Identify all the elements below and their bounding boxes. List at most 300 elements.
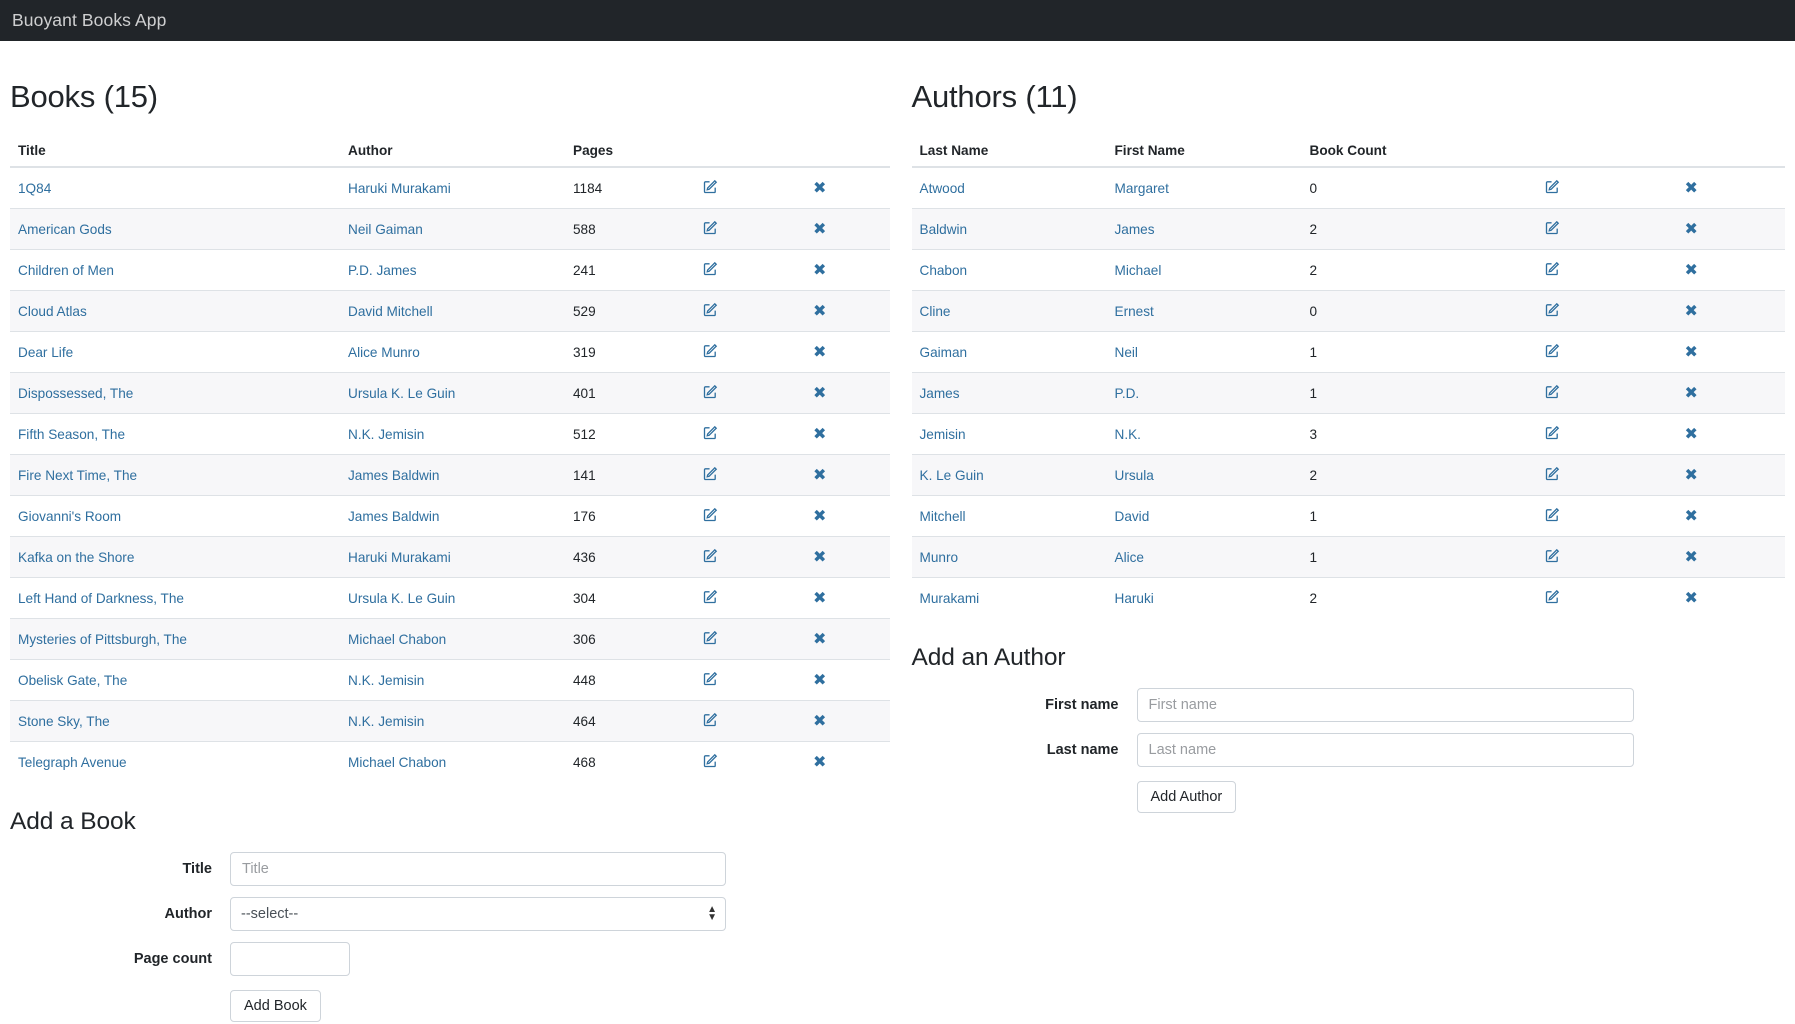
author-lastname-cell <box>912 291 1107 332</box>
edit-icon[interactable] <box>703 179 718 194</box>
delete-icon[interactable]: ✖ <box>813 465 827 484</box>
book-author-link[interactable]: P.D. James <box>348 262 417 278</box>
book-title-link[interactable]: 1Q84 <box>18 180 52 196</box>
book-title-cell <box>10 414 340 455</box>
author-lastname-link[interactable]: Cline <box>919 303 951 319</box>
edit-icon[interactable] <box>703 425 718 440</box>
book-title-link[interactable]: Obelisk Gate, The <box>18 672 128 688</box>
author-firstname-row <box>912 688 1786 722</box>
book-author-label: Author <box>164 906 212 922</box>
edit-icon[interactable] <box>703 753 718 768</box>
author-row <box>912 455 1786 496</box>
authors-table-body <box>912 167 1786 618</box>
book-title-link[interactable]: Dear Life <box>18 344 74 360</box>
book-delete-cell <box>805 660 890 701</box>
book-edit-cell <box>695 332 805 373</box>
book-author-link[interactable]: Neil Gaiman <box>348 221 423 237</box>
author-bookcount-cell: 3 <box>1302 414 1537 455</box>
book-edit-cell <box>695 578 805 619</box>
add-book-heading: Add a Book <box>10 808 136 835</box>
author-lastname-cell <box>912 167 1107 209</box>
book-edit-cell <box>695 455 805 496</box>
author-firstname-link[interactable]: Haruki <box>1114 590 1154 606</box>
author-edit-cell <box>1537 332 1677 373</box>
book-row <box>10 742 890 783</box>
book-title-cell <box>10 537 340 578</box>
delete-icon[interactable]: ✖ <box>813 219 827 238</box>
book-author-link[interactable]: N.K. Jemisin <box>348 426 425 442</box>
book-pages-cell: 512 <box>565 414 695 455</box>
books-col-pages: Pages <box>565 135 695 167</box>
book-author-cell <box>340 578 565 619</box>
app-brand-title: Buoyant Books App <box>12 10 167 30</box>
books-table <box>10 135 890 782</box>
author-bookcount-cell: 1 <box>1302 537 1537 578</box>
author-firstname-link[interactable]: Margaret <box>1114 180 1169 196</box>
author-bookcount-cell: 2 <box>1302 578 1537 619</box>
add-author-heading: Add an Author <box>911 644 1066 671</box>
delete-icon[interactable]: ✖ <box>813 752 827 771</box>
book-author-cell <box>340 742 565 783</box>
author-edit-cell <box>1537 291 1677 332</box>
edit-icon[interactable] <box>703 384 718 399</box>
book-title-link[interactable]: Mysteries of Pittsburgh, The <box>18 631 187 647</box>
books-column <box>0 41 898 1022</box>
author-delete-cell <box>1677 414 1786 455</box>
author-lastname-cell <box>912 537 1107 578</box>
author-delete-cell <box>1677 537 1786 578</box>
delete-icon[interactable]: ✖ <box>813 383 827 402</box>
author-lastname-link[interactable]: Murakami <box>919 590 980 606</box>
edit-icon[interactable] <box>1545 179 1560 194</box>
book-row <box>10 250 890 291</box>
book-pagecount-input[interactable] <box>230 942 350 976</box>
edit-icon[interactable] <box>703 671 718 686</box>
edit-icon[interactable] <box>703 712 718 727</box>
author-row <box>912 167 1786 209</box>
author-row <box>912 414 1786 455</box>
authors-table-head <box>912 135 1786 167</box>
author-firstname-cell <box>1107 291 1302 332</box>
books-col-title: Title <box>10 135 340 167</box>
author-lastname-label: Last name <box>1046 742 1119 758</box>
author-bookcount-cell: 1 <box>1302 373 1537 414</box>
book-title-link[interactable]: Fire Next Time, The <box>18 467 138 483</box>
delete-icon[interactable]: ✖ <box>1684 547 1698 566</box>
book-author-cell <box>340 660 565 701</box>
author-firstname-cell <box>1107 332 1302 373</box>
author-lastname-link[interactable]: Mitchell <box>919 508 966 524</box>
author-edit-cell <box>1537 250 1677 291</box>
book-title-cell <box>10 742 340 783</box>
delete-icon[interactable]: ✖ <box>1684 506 1698 525</box>
book-title-cell <box>10 455 340 496</box>
edit-icon[interactable] <box>703 302 718 317</box>
books-col-delete <box>805 135 890 167</box>
delete-icon[interactable]: ✖ <box>813 547 827 566</box>
author-bookcount-cell: 2 <box>1302 455 1537 496</box>
book-delete-cell <box>805 414 890 455</box>
book-pages-cell: 436 <box>565 537 695 578</box>
author-lastname-link[interactable]: Baldwin <box>919 221 968 237</box>
author-lastname-link[interactable]: James <box>919 385 960 401</box>
authors-col-lastname: Last Name <box>912 135 1107 167</box>
authors-col-bookcount: Book Count <box>1302 135 1537 167</box>
delete-icon[interactable]: ✖ <box>813 506 827 525</box>
book-title-cell <box>10 167 340 209</box>
book-delete-cell <box>805 291 890 332</box>
author-lastname-link[interactable]: Munro <box>919 549 959 565</box>
book-row <box>10 701 890 742</box>
book-author-cell <box>340 455 565 496</box>
author-lastname-cell <box>912 455 1107 496</box>
book-delete-cell <box>805 496 890 537</box>
book-author-link[interactable]: Alice Munro <box>348 344 420 360</box>
author-firstname-link[interactable]: P.D. <box>1114 385 1140 401</box>
book-edit-cell <box>695 414 805 455</box>
book-title-cell <box>10 373 340 414</box>
author-firstname-cell <box>1107 414 1302 455</box>
book-edit-cell <box>695 209 805 250</box>
authors-col-delete <box>1677 135 1786 167</box>
edit-icon[interactable] <box>703 507 718 522</box>
edit-icon[interactable] <box>703 343 718 358</box>
book-title-label: Title <box>182 861 212 877</box>
author-delete-cell <box>1677 291 1786 332</box>
book-row <box>10 496 890 537</box>
author-firstname-link[interactable]: Michael <box>1114 262 1162 278</box>
author-lastname-link[interactable]: Atwood <box>919 180 965 196</box>
author-firstname-cell <box>1107 496 1302 537</box>
author-edit-cell <box>1537 578 1677 619</box>
book-title-link[interactable]: Kafka on the Shore <box>18 549 135 565</box>
book-row <box>10 660 890 701</box>
author-edit-cell <box>1537 496 1677 537</box>
author-delete-cell <box>1677 250 1786 291</box>
delete-icon[interactable]: ✖ <box>1684 178 1698 197</box>
author-lastname-cell <box>912 209 1107 250</box>
add-author-button[interactable]: Add Author <box>1137 781 1237 813</box>
book-author-row <box>10 897 884 931</box>
books-col-author: Author <box>340 135 565 167</box>
book-title-cell <box>10 619 340 660</box>
books-header-row <box>10 135 890 167</box>
delete-icon[interactable]: ✖ <box>813 178 827 197</box>
delete-icon[interactable]: ✖ <box>813 588 827 607</box>
book-delete-cell <box>805 373 890 414</box>
book-pages-cell: 241 <box>565 250 695 291</box>
delete-icon[interactable]: ✖ <box>1684 260 1698 279</box>
book-title-link[interactable]: Dispossessed, The <box>18 385 134 401</box>
book-author-link[interactable]: Ursula K. Le Guin <box>348 590 456 606</box>
author-lastname-cell <box>912 373 1107 414</box>
author-lastname-link[interactable]: Jemisin <box>919 426 966 442</box>
author-firstname-link[interactable]: Ursula <box>1114 467 1154 483</box>
book-delete-cell <box>805 455 890 496</box>
edit-icon[interactable] <box>1545 548 1560 563</box>
author-edit-cell <box>1537 414 1677 455</box>
author-bookcount-cell: 2 <box>1302 250 1537 291</box>
author-lastname-row <box>912 733 1786 767</box>
book-author-select-wrap <box>230 897 726 931</box>
top-navbar <box>0 0 1795 41</box>
author-delete-cell <box>1677 578 1786 619</box>
book-edit-cell <box>695 537 805 578</box>
book-delete-cell <box>805 332 890 373</box>
book-row <box>10 414 890 455</box>
author-lastname-link[interactable]: Gaiman <box>919 344 968 360</box>
author-firstname-link[interactable]: N.K. <box>1114 426 1141 442</box>
book-author-link[interactable]: Haruki Murakami <box>348 549 451 565</box>
book-author-cell <box>340 537 565 578</box>
chevron-updown-icon: ▲ ▼ <box>707 904 717 923</box>
delete-icon[interactable]: ✖ <box>813 424 827 443</box>
book-pages-cell: 304 <box>565 578 695 619</box>
authors-heading: Authors (11) <box>911 79 1078 114</box>
book-title-link[interactable]: Giovanni's Room <box>18 508 122 524</box>
author-edit-cell <box>1537 167 1677 209</box>
author-row <box>912 209 1786 250</box>
book-title-link[interactable]: Stone Sky, The <box>18 713 110 729</box>
book-edit-cell <box>695 742 805 783</box>
edit-icon[interactable] <box>703 220 718 235</box>
author-lastname-cell <box>912 496 1107 537</box>
book-author-cell <box>340 291 565 332</box>
author-lastname-link[interactable]: K. Le Guin <box>919 467 984 483</box>
book-pages-cell: 529 <box>565 291 695 332</box>
add-book-button[interactable]: Add Book <box>230 990 321 1022</box>
book-author-cell <box>340 209 565 250</box>
book-pagecount-row <box>10 942 884 976</box>
delete-icon[interactable]: ✖ <box>1684 424 1698 443</box>
book-pages-cell: 306 <box>565 619 695 660</box>
delete-icon[interactable]: ✖ <box>1684 301 1698 320</box>
book-pages-cell: 448 <box>565 660 695 701</box>
author-firstname-cell <box>1107 578 1302 619</box>
author-row <box>912 578 1786 619</box>
author-bookcount-cell: 1 <box>1302 332 1537 373</box>
author-firstname-link[interactable]: David <box>1114 508 1150 524</box>
author-row <box>912 373 1786 414</box>
author-firstname-cell <box>1107 537 1302 578</box>
book-row <box>10 209 890 250</box>
book-row <box>10 578 890 619</box>
book-delete-cell <box>805 619 890 660</box>
edit-icon[interactable] <box>1545 466 1560 481</box>
book-pages-cell: 401 <box>565 373 695 414</box>
book-author-cell <box>340 167 565 209</box>
book-edit-cell <box>695 373 805 414</box>
edit-icon[interactable] <box>1545 220 1560 235</box>
book-author-cell <box>340 250 565 291</box>
delete-icon[interactable]: ✖ <box>813 260 827 279</box>
author-firstname-cell <box>1107 209 1302 250</box>
author-bookcount-cell: 2 <box>1302 209 1537 250</box>
book-row <box>10 455 890 496</box>
book-title-cell <box>10 250 340 291</box>
book-title-link[interactable]: Children of Men <box>18 262 114 278</box>
book-edit-cell <box>695 496 805 537</box>
edit-icon[interactable] <box>1545 425 1560 440</box>
author-row <box>912 250 1786 291</box>
delete-icon[interactable]: ✖ <box>813 342 827 361</box>
book-edit-cell <box>695 619 805 660</box>
book-title-input[interactable] <box>230 852 726 886</box>
book-delete-cell <box>805 209 890 250</box>
book-pages-cell: 464 <box>565 701 695 742</box>
author-delete-cell <box>1677 209 1786 250</box>
author-firstname-cell <box>1107 373 1302 414</box>
book-row <box>10 537 890 578</box>
author-edit-cell <box>1537 537 1677 578</box>
author-firstname-link[interactable]: Alice <box>1114 549 1144 565</box>
delete-icon[interactable]: ✖ <box>1684 588 1698 607</box>
book-row <box>10 167 890 209</box>
book-author-link[interactable]: Michael Chabon <box>348 631 447 647</box>
book-title-link[interactable]: Fifth Season, The <box>18 426 126 442</box>
book-edit-cell <box>695 167 805 209</box>
author-lastname-cell <box>912 414 1107 455</box>
book-delete-cell <box>805 250 890 291</box>
edit-icon[interactable] <box>703 589 718 604</box>
edit-icon[interactable] <box>1545 343 1560 358</box>
book-author-link[interactable]: N.K. Jemisin <box>348 672 425 688</box>
edit-icon[interactable] <box>703 466 718 481</box>
author-lastname-link[interactable]: Chabon <box>919 262 968 278</box>
book-delete-cell <box>805 537 890 578</box>
book-author-link[interactable]: James Baldwin <box>348 467 440 483</box>
author-firstname-link[interactable]: Ernest <box>1114 303 1154 319</box>
author-delete-cell <box>1677 455 1786 496</box>
book-author-cell <box>340 701 565 742</box>
author-delete-cell <box>1677 496 1786 537</box>
author-delete-cell <box>1677 373 1786 414</box>
book-edit-cell <box>695 250 805 291</box>
book-row <box>10 619 890 660</box>
book-author-link[interactable]: David Mitchell <box>348 303 433 319</box>
book-title-row <box>10 852 884 886</box>
author-bookcount-cell: 0 <box>1302 167 1537 209</box>
book-author-cell <box>340 496 565 537</box>
book-author-link[interactable]: N.K. Jemisin <box>348 713 425 729</box>
book-title-cell <box>10 291 340 332</box>
add-book-button-row <box>10 990 884 1022</box>
author-firstname-link[interactable]: Neil <box>1114 344 1138 360</box>
delete-icon[interactable]: ✖ <box>1684 219 1698 238</box>
delete-icon[interactable]: ✖ <box>813 629 827 648</box>
author-edit-cell <box>1537 209 1677 250</box>
book-author-link[interactable]: Ursula K. Le Guin <box>348 385 456 401</box>
author-bookcount-cell: 1 <box>1302 496 1537 537</box>
edit-icon[interactable] <box>703 548 718 563</box>
book-row <box>10 373 890 414</box>
author-firstname-input[interactable] <box>1137 688 1634 722</box>
book-title-link[interactable]: American Gods <box>18 221 112 237</box>
book-pages-cell: 319 <box>565 332 695 373</box>
books-heading: Books (15) <box>10 79 158 114</box>
book-author-cell <box>340 414 565 455</box>
delete-icon[interactable]: ✖ <box>1684 465 1698 484</box>
book-title-link[interactable]: Cloud Atlas <box>18 303 87 319</box>
edit-icon[interactable] <box>1545 589 1560 604</box>
books-table-head <box>10 135 890 167</box>
author-row <box>912 332 1786 373</box>
author-delete-cell <box>1677 167 1786 209</box>
book-title-cell <box>10 701 340 742</box>
book-delete-cell <box>805 701 890 742</box>
book-author-link[interactable]: Haruki Murakami <box>348 180 451 196</box>
author-firstname-cell <box>1107 250 1302 291</box>
book-delete-cell <box>805 578 890 619</box>
book-delete-cell <box>805 167 890 209</box>
main-container <box>0 41 1795 1022</box>
book-author-cell <box>340 619 565 660</box>
book-pages-cell: 1184 <box>565 167 695 209</box>
authors-table <box>912 135 1786 618</box>
edit-icon[interactable] <box>703 261 718 276</box>
book-edit-cell <box>695 291 805 332</box>
author-row <box>912 291 1786 332</box>
edit-icon[interactable] <box>1545 302 1560 317</box>
book-author-link[interactable]: James Baldwin <box>348 508 440 524</box>
book-pages-cell: 468 <box>565 742 695 783</box>
add-author-button-row <box>912 781 1786 813</box>
delete-icon[interactable]: ✖ <box>1684 383 1698 402</box>
author-delete-cell <box>1677 332 1786 373</box>
delete-icon[interactable]: ✖ <box>1684 342 1698 361</box>
edit-icon[interactable] <box>703 630 718 645</box>
book-pagecount-label: Page count <box>133 951 212 967</box>
author-firstname-link[interactable]: James <box>1114 221 1155 237</box>
book-row <box>10 332 890 373</box>
edit-icon[interactable] <box>1545 507 1560 522</box>
author-edit-cell <box>1537 373 1677 414</box>
author-firstname-cell <box>1107 455 1302 496</box>
book-title-link[interactable]: Left Hand of Darkness, The <box>18 590 184 606</box>
book-title-cell <box>10 332 340 373</box>
author-lastname-cell <box>912 332 1107 373</box>
book-edit-cell <box>695 660 805 701</box>
author-lastname-input[interactable] <box>1137 733 1634 767</box>
book-author-cell <box>340 332 565 373</box>
book-title-cell <box>10 496 340 537</box>
book-author-link[interactable]: Michael Chabon <box>348 754 447 770</box>
book-author-select[interactable] <box>230 897 726 931</box>
author-lastname-cell <box>912 250 1107 291</box>
author-edit-cell <box>1537 455 1677 496</box>
books-table-wrapper <box>10 135 890 782</box>
author-row <box>912 537 1786 578</box>
author-lastname-cell <box>912 578 1107 619</box>
delete-icon[interactable]: ✖ <box>813 711 827 730</box>
author-firstname-label: First name <box>1045 697 1119 713</box>
edit-icon[interactable] <box>1545 261 1560 276</box>
books-table-body <box>10 167 890 782</box>
book-pages-cell: 141 <box>565 455 695 496</box>
book-title-cell <box>10 578 340 619</box>
authors-column <box>898 41 1795 1022</box>
authors-header-row <box>912 135 1786 167</box>
delete-icon[interactable]: ✖ <box>813 670 827 689</box>
delete-icon[interactable]: ✖ <box>813 301 827 320</box>
book-title-link[interactable]: Telegraph Avenue <box>18 754 127 770</box>
book-title-cell <box>10 660 340 701</box>
authors-col-firstname: First Name <box>1107 135 1302 167</box>
author-firstname-cell <box>1107 167 1302 209</box>
book-edit-cell <box>695 701 805 742</box>
edit-icon[interactable] <box>1545 384 1560 399</box>
book-title-cell <box>10 209 340 250</box>
